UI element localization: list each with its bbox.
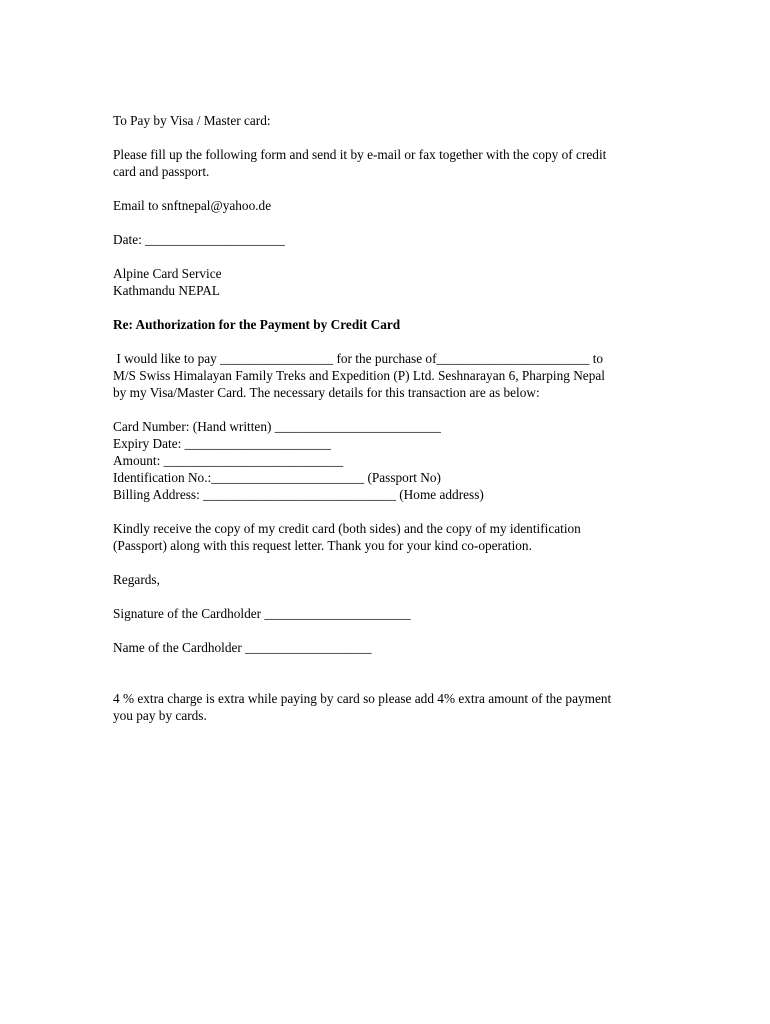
request-line-1: Kindly receive the copy of my credit card (both sides) and the copy of my identification: [113, 521, 581, 536]
spacer: [113, 656, 673, 690]
instruction-line-1: Please fill up the following form and send it by e-mail or fax together with the copy of credit: [113, 147, 607, 162]
letter-body: [113, 112, 673, 724]
spacer: [113, 622, 673, 639]
request-line-2: (Passport) along with this request letter. Thank you for your kind co-operation.: [113, 538, 532, 553]
heading: To Pay by Visa / Master card:: [113, 113, 271, 128]
note-line-1: 4 % extra charge is extra while paying by card so please add 4% extra amount of the payment: [113, 691, 612, 706]
field-card-number: Card Number: (Hand written) _________________________: [113, 419, 441, 434]
signature-line: Signature of the Cardholder ______________________: [113, 606, 411, 621]
email-line: Email to snftnepal@yahoo.de: [113, 198, 272, 213]
recipient-line-1: Alpine Card Service: [113, 266, 222, 281]
intro-line-3: by my Visa/Master Card. The necessary details for this transaction are as below:: [113, 385, 540, 400]
spacer: [113, 248, 673, 265]
intro-line-2: M/S Swiss Himalayan Family Treks and Expedition (P) Ltd. Seshnarayan 6, Pharping Nepal: [113, 368, 605, 383]
intro-line-1: I would like to pay _________________ for the purchase of_______________________ to: [113, 351, 604, 366]
spacer: [113, 554, 673, 571]
field-billing-address: Billing Address: _____________________________ (Home address): [113, 487, 484, 502]
name-line: Name of the Cardholder ___________________: [113, 640, 372, 655]
spacer: [113, 180, 673, 197]
spacer: [113, 588, 673, 605]
note-line-2: you pay by cards.: [113, 708, 207, 723]
field-expiry-date: Expiry Date: ______________________: [113, 436, 331, 451]
instruction-line-2: card and passport.: [113, 164, 210, 179]
field-identification: Identification No.:_______________________ (Passport No): [113, 470, 441, 485]
field-amount: Amount: ___________________________: [113, 453, 344, 468]
spacer: [113, 299, 673, 316]
spacer: [113, 401, 673, 418]
spacer: [113, 503, 673, 520]
subject-line: Re: Authorization for the Payment by Credit Card: [113, 317, 401, 332]
recipient-line-2: Kathmandu NEPAL: [113, 283, 220, 298]
date-line: Date: _____________________: [113, 232, 285, 247]
spacer: [113, 129, 673, 146]
regards-line: Regards,: [113, 572, 160, 587]
spacer: [113, 214, 673, 231]
spacer: [113, 333, 673, 350]
